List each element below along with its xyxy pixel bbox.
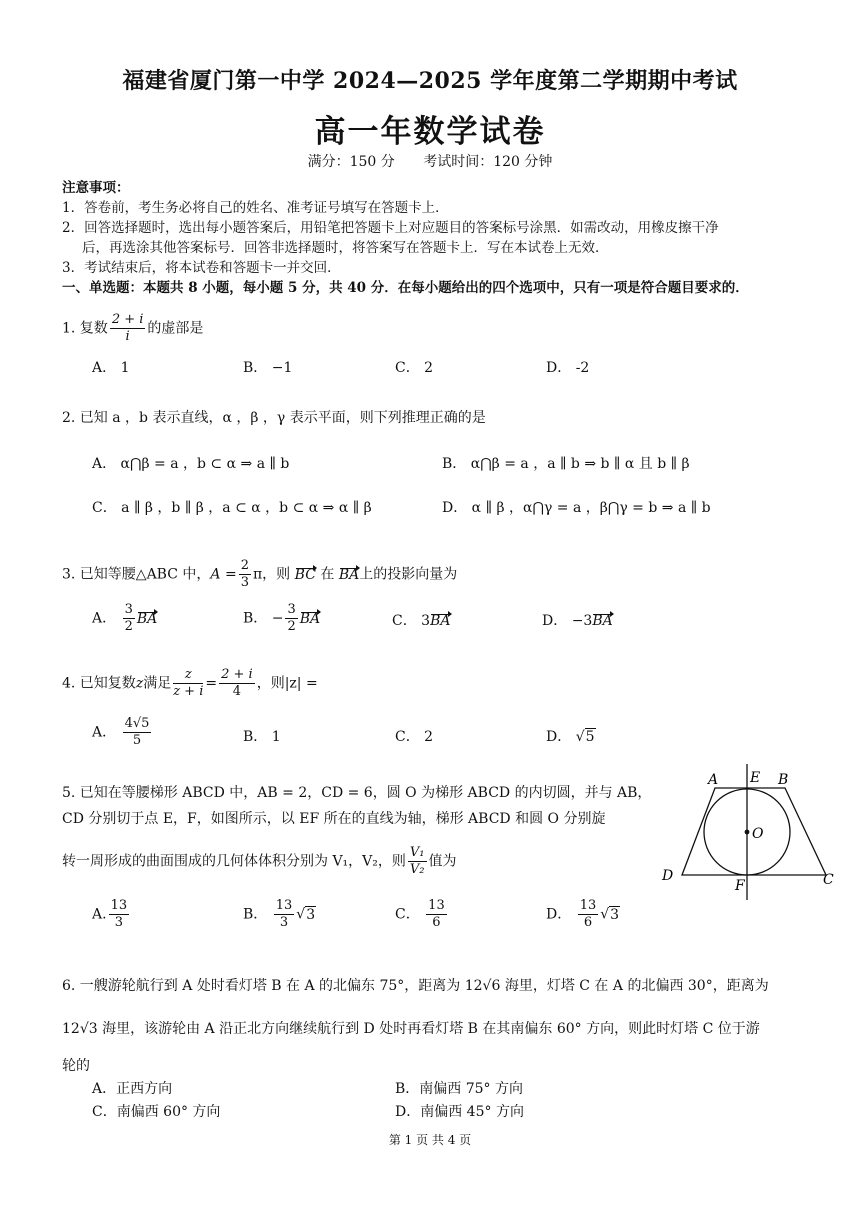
- q4-fraction-right: [219, 667, 255, 700]
- q2-option-a[interactable]: A． α⋂β = a ，b ⊂ α ⇒ a ∥ b: [92, 456, 290, 472]
- q2-option-d[interactable]: D． α ∥ β ，α⋂γ = a ，β⋂γ = b ⇒ a ∥ b: [442, 500, 711, 516]
- question-1: [62, 312, 203, 345]
- q3-option-b[interactable]: [243, 602, 320, 635]
- sqrt-sign: √: [296, 906, 306, 923]
- option-letter: B．: [243, 360, 268, 376]
- question-6-line-2: 12√3 海里，该游轮由 A 沿正北方向继续航行到 D 处时再看灯塔 B 在其南偏东 60° 方向，则此时灯塔 C 位于游: [62, 1021, 760, 1037]
- option-letter: D．: [542, 613, 568, 629]
- option-letter: B．: [243, 906, 268, 923]
- q4-option-a[interactable]: [92, 716, 153, 749]
- q4-suffix: ，则|z| =: [256, 675, 318, 692]
- q4-z: z: [135, 675, 144, 692]
- frac-num: 3: [124, 602, 133, 617]
- q5-ratio: [408, 845, 427, 878]
- radicand: 3: [610, 906, 620, 923]
- full-score: 满分：150 分: [307, 154, 395, 170]
- note-item: 2．回答选择题时，选出每小题答案后，用铅笔把答题卡上对应题目的答案标号涂黑．如需改动，用橡皮擦干净: [62, 220, 719, 236]
- q3-suffix: 上的投影向量为: [359, 566, 458, 583]
- question-5-line-1: 5. 已知在等腰梯形 ABCD 中，AB = 2，CD = 6，圆 O 为梯形 ABCD 的内切圆，并与 AB，: [62, 785, 652, 801]
- q5-option-a[interactable]: [92, 898, 131, 931]
- q3-mid: 在: [320, 566, 335, 583]
- exam-meta: [0, 151, 860, 171]
- frac-num: 3: [287, 602, 296, 617]
- option-letter: A．: [92, 724, 117, 741]
- q1-den: i: [125, 329, 130, 344]
- q4-option-c[interactable]: C． 2: [395, 729, 434, 745]
- option-letter: A.: [92, 906, 107, 923]
- q3-option-c[interactable]: [392, 610, 451, 630]
- vector-ba: BA: [136, 610, 158, 627]
- q3-num: 2: [240, 558, 249, 573]
- q1-option-b[interactable]: [243, 357, 292, 377]
- question-3: [62, 558, 457, 591]
- vector-ba: BA: [430, 613, 451, 629]
- sqrt-sign: √: [575, 729, 585, 745]
- q6-option-c[interactable]: C．南偏西 60° 方向: [92, 1104, 221, 1120]
- q4-fraction-left: [173, 667, 203, 700]
- frac-num: z: [173, 667, 203, 684]
- frac-den: 4: [232, 684, 242, 699]
- question-6-line-1: 6. 一艘游轮航行到 A 处时看灯塔 B 在 A 的北偏东 75°，距离为 12√6 海里，灯塔 C 在 A 的北偏西 30°，距离为: [62, 978, 769, 994]
- sqrt-sign: √: [600, 906, 610, 923]
- q5-suffix: 值为: [428, 853, 457, 870]
- minus-sign: −: [271, 610, 284, 627]
- option-value: -2: [575, 360, 590, 376]
- question-5-line-2: CD 分别切于点 E，F，如图所示，以 EF 所在的直线为轴，梯形 ABCD 和圆 O 分别旋: [62, 811, 606, 827]
- q6-option-b[interactable]: B．南偏西 75° 方向: [395, 1081, 524, 1097]
- note-item: 后，再选涂其他答案标号．回答非选择题时，将答案写在答题卡上．写在本试卷上无效．: [82, 240, 609, 256]
- frac-den: 2: [287, 619, 296, 634]
- q4-prefix: 4. 已知复数: [62, 675, 136, 692]
- option-letter: C．: [395, 360, 420, 376]
- q3-pi: π，则: [252, 566, 291, 583]
- exam-school-title: 福建省厦门第一中学 2024—2025 学年度第二学期期中考试: [122, 68, 738, 94]
- option-letter: C．: [392, 613, 417, 629]
- label-e: E: [750, 770, 761, 786]
- q5-option-d[interactable]: [546, 898, 620, 931]
- frac-num: 13: [110, 898, 128, 913]
- frac-den: 3: [279, 915, 289, 930]
- q4-option-d[interactable]: [546, 726, 596, 746]
- label-a: A: [708, 772, 719, 788]
- notes-title: 注意事项：: [62, 180, 130, 196]
- frac-num: 13: [275, 898, 293, 913]
- option-letter: B．: [243, 610, 268, 627]
- section-heading: 一、单选题：本题共 8 小题，每小题 5 分，共 40 分．在每小题给出的四个选项中，只有一项是符合题目要求的．: [62, 280, 749, 296]
- q1-option-a[interactable]: [92, 357, 130, 377]
- q5-line3-text: 转一周形成的曲面围成的几何体体积分别为 V₁，V₂，则: [62, 853, 406, 870]
- q3-prefix: 3. 已知等腰△ABC 中，: [62, 566, 211, 583]
- radicand: 5: [585, 729, 595, 745]
- trapezoid-incircle-figure: [660, 762, 840, 904]
- question-5-line-3: [62, 845, 457, 878]
- option-value: −1: [271, 360, 293, 376]
- q6-option-a[interactable]: A．正西方向: [92, 1081, 173, 1097]
- q3-option-d[interactable]: [542, 610, 613, 630]
- vector-ba: BA: [592, 613, 613, 629]
- option-value: 2: [424, 360, 434, 376]
- vector-bc: BC: [294, 566, 316, 583]
- question-6-line-3: 轮的: [62, 1058, 90, 1074]
- q3-angle: A =: [210, 566, 237, 583]
- q3-option-a[interactable]: [92, 602, 157, 635]
- q1-suffix: 的虚部是: [147, 320, 204, 337]
- note-item: 3．考试结束后，将本试卷和答题卡一并交回．: [62, 260, 341, 276]
- exam-subject-title: 高一年数学试卷: [314, 114, 546, 150]
- label-f: F: [735, 878, 745, 894]
- frac-num: 2 + i: [221, 667, 253, 682]
- frac-num: 13: [428, 898, 445, 913]
- q1-num: 2 + i: [111, 312, 144, 327]
- frac-den: 3: [114, 915, 123, 930]
- q4-option-b[interactable]: B． 1: [243, 729, 281, 745]
- frac-num: 13: [579, 898, 597, 913]
- coef: −3: [571, 613, 593, 629]
- page-footer: 第 1 页 共 4 页: [388, 1133, 472, 1147]
- q2-option-c[interactable]: C． a ∥ β ，b ∥ β ，a ⊂ α ，b ⊂ α ⇒ α ∥ β: [92, 500, 372, 516]
- note-item: 1．答卷前，考生务必将自己的姓名、准考证号填写在答题卡上．: [62, 200, 449, 216]
- radicand: 3: [306, 906, 316, 923]
- equals-sign: =: [205, 675, 218, 692]
- question-4: [62, 667, 318, 700]
- frac-num: 4√5: [124, 716, 150, 731]
- option-letter: A．: [92, 610, 117, 627]
- vector-ba: BA: [338, 566, 360, 583]
- q4-mid: 满足: [143, 675, 172, 692]
- q1-prefix: 1. 复数: [62, 320, 108, 337]
- option-letter: A．: [92, 360, 117, 376]
- frac-den: 2: [124, 619, 133, 634]
- q5-option-b[interactable]: [243, 898, 316, 931]
- q6-option-d[interactable]: D．南偏西 45° 方向: [395, 1104, 524, 1120]
- label-o: O: [752, 826, 764, 842]
- option-letter: D．: [546, 729, 572, 745]
- q1-option-c[interactable]: [395, 357, 433, 377]
- frac-den: 6: [432, 915, 441, 930]
- q5-option-c[interactable]: [395, 898, 449, 931]
- exam-time: 考试时间：120 分钟: [423, 154, 553, 170]
- center-point: [745, 830, 750, 835]
- question-2: 2. 已知 a ，b 表示直线，α ，β ，γ 表示平面，则下列推理正确的是: [62, 410, 486, 426]
- coef: 3: [421, 613, 431, 629]
- q1-option-d[interactable]: [546, 357, 589, 377]
- frac-den: V₂: [409, 862, 425, 877]
- frac-den: 5: [132, 733, 142, 748]
- q2-option-b[interactable]: B． α⋂β = a ，a ∥ b ⇒ b ∥ α 且 b ∥ β: [442, 456, 690, 472]
- label-c: C: [823, 872, 834, 888]
- label-d: D: [662, 868, 674, 884]
- frac-den: 6: [583, 915, 593, 930]
- option-letter: D．: [546, 906, 572, 923]
- option-letter: D．: [546, 360, 572, 376]
- option-letter: C．: [395, 906, 420, 923]
- option-value: 1: [120, 360, 130, 376]
- frac-den: z + i: [173, 684, 204, 699]
- q3-den: 3: [240, 575, 249, 590]
- vector-ba: BA: [299, 610, 321, 627]
- q1-fraction: [110, 312, 146, 345]
- label-b: B: [778, 772, 789, 788]
- q3-fraction: [239, 558, 251, 591]
- frac-num: V₁: [409, 845, 425, 860]
